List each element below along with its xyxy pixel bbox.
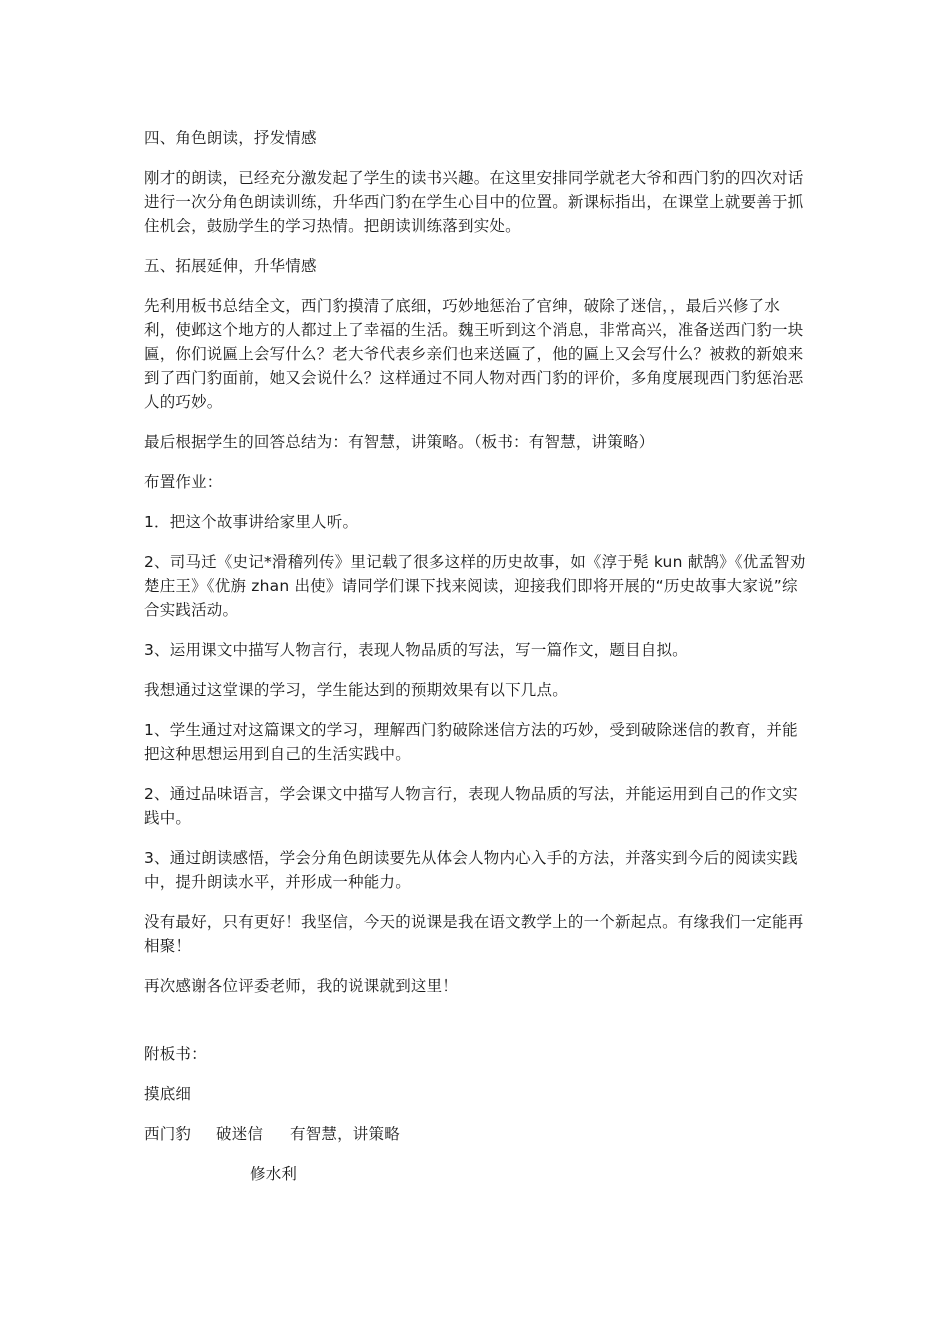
section5-paragraph: 先利用板书总结全文，西门豹摸清了底细，巧妙地惩治了官绅，破除了迷信，，最后兴修了水利，使邺这个地方的人都过上了幸福的生活。魏王听到这个消息，非常高兴，准备送西门豹一块匾，你们说匾上会写什么？老大爷代表乡亲们也来送匾了，他的匾上又会写什么？被救的新娘来到了西门豹面前，她又会说什么？这样通过不同人物对西门豹的评价，多角度展现西门豹惩治恶人的巧妙。	[144, 297, 804, 411]
board-subject: 西门豹	[144, 1125, 192, 1143]
homework-item: 1．把这个故事讲给家里人听。	[144, 513, 359, 531]
section4-paragraph: 刚才的朗读，已经充分激发起了学生的读书兴趣。在这里安排同学就老大爷和西门豹的四次对话进行一次分角色朗读训练，升华西门豹在学生心目中的位置。新课标指出，在课堂上就要善于抓住机会，鼓励学生的学习热情。把朗读训练落到实处。	[144, 169, 804, 235]
effect-item: 3、通过朗读感悟，学会分角色朗读要先从体会人物内心入手的方法，并落实到今后的阅读实践中，提升朗读水平，并形成一种能力。	[144, 849, 798, 891]
summary-paragraph: 最后根据学生的回答总结为：有智慧，讲策略。（板书：有智慧，讲策略）	[144, 433, 655, 451]
section5-heading: 五、拓展延伸，升华情感	[144, 257, 317, 275]
effects-intro: 我想通过这堂课的学习，学生能达到的预期效果有以下几点。	[144, 681, 568, 699]
closing-paragraph: 没有最好，只有更好！我坚信，今天的说课是我在语文教学上的一个新起点。有缘我们一定能再相聚！	[144, 913, 804, 955]
effect-item: 1、学生通过对这篇课文的学习，理解西门豹破除迷信方法的巧妙，受到破除迷信的教育，并能把这种思想运用到自己的生活实践中。	[144, 721, 798, 763]
board-line-2	[144, 1122, 810, 1146]
board-line-1: 摸底细	[144, 1085, 192, 1103]
board-conclusion: 有智慧，讲策略	[290, 1125, 400, 1143]
board-heading: 附板书：	[144, 1045, 207, 1063]
homework-heading: 布置作业：	[144, 473, 223, 491]
effect-item: 2、通过品味语言，学会课文中描写人物言行，表现人物品质的写法，并能运用到自己的作文实践中。	[144, 785, 798, 827]
board-action: 破迷信	[216, 1125, 264, 1143]
section4-heading: 四、角色朗读，抒发情感	[144, 129, 317, 147]
board-line-3: 修水利	[250, 1165, 298, 1183]
homework-item: 2、司马迁《史记*滑稽列传》里记载了很多这样的历史故事，如《淳于髡 kun 献鹄》《优孟智劝楚庄王》《优旃 zhan 出使》请同学们课下找来阅读，迎接我们即将开展的“历史故事大家说”综合实践活动。	[144, 553, 806, 619]
thanks-paragraph: 再次感谢各位评委老师，我的说课就到这里！	[144, 977, 459, 995]
document-body	[144, 126, 810, 1202]
homework-item: 3、运用课文中描写人物言行，表现人物品质的写法，写一篇作文，题目自拟。	[144, 641, 688, 659]
